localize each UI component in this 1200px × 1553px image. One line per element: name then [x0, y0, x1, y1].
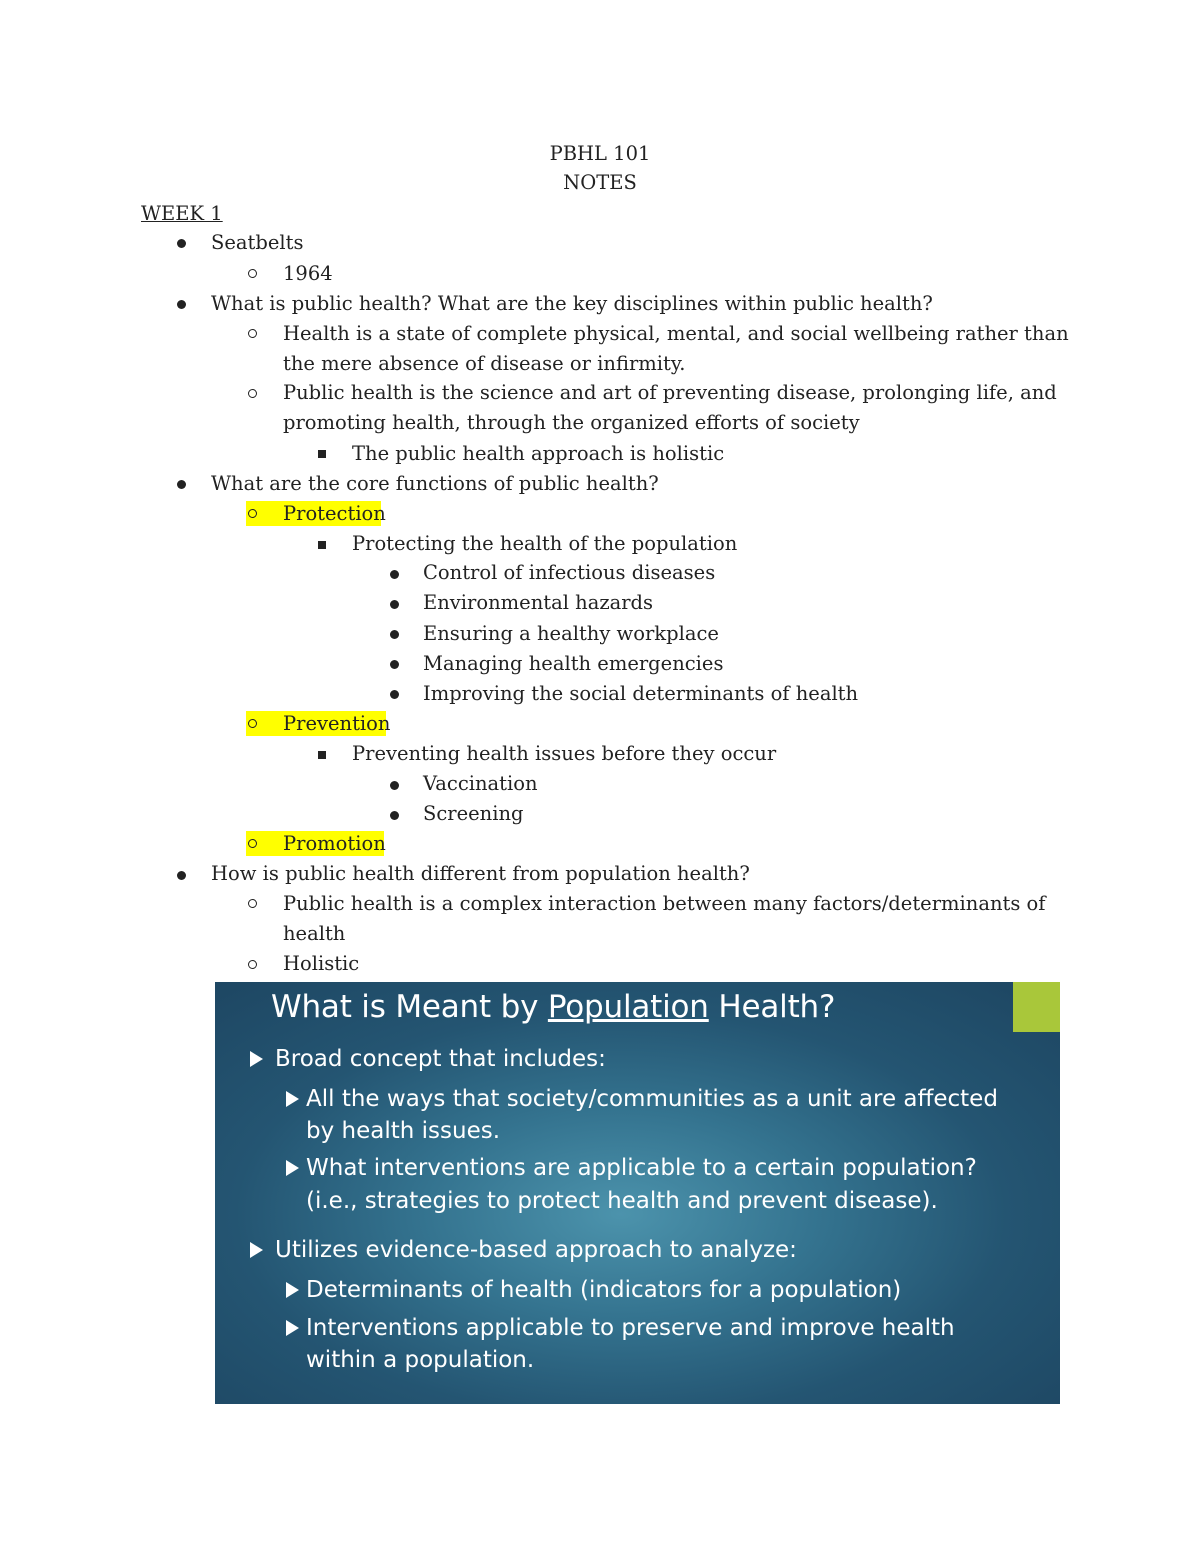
- list-item: The public health approach is holistic: [352, 442, 725, 465]
- list-item-continuation: promoting health, through the organized efforts of society: [283, 411, 860, 434]
- list-item: Protecting the health of the population: [352, 532, 738, 555]
- slide-subpoint: All the ways that society/communities as a unit are affected: [306, 1086, 998, 1112]
- list-item: Holistic: [283, 952, 360, 975]
- slide-subpoint: Determinants of health (indicators for a population): [306, 1277, 902, 1303]
- bullet-dot-icon: [390, 570, 399, 579]
- bullet-dot-icon: [177, 239, 186, 248]
- slide-arrow-icon: [286, 1160, 299, 1176]
- slide-arrow-icon: [250, 1051, 263, 1067]
- slide-arrow-icon: [286, 1091, 299, 1107]
- doc-subtitle: NOTES: [563, 171, 637, 194]
- bullet-square-icon: [318, 751, 326, 759]
- list-item: Managing health emergencies: [423, 652, 724, 675]
- slide-subpoint: What interventions are applicable to a certain population?: [306, 1155, 977, 1181]
- bullet-circle-icon: [248, 509, 257, 518]
- list-item: Public health is the science and art of preventing disease, prolonging life, and: [283, 381, 1057, 404]
- bullet-dot-icon: [177, 871, 186, 880]
- slide-arrow-icon: [286, 1282, 299, 1298]
- bullet-circle-icon: [248, 960, 257, 969]
- bullet-dot-icon: [177, 300, 186, 309]
- list-item: Seatbelts: [211, 231, 304, 254]
- slide-title: [271, 987, 835, 1027]
- bullet-circle-icon: [248, 269, 257, 278]
- bullet-circle-icon: [248, 329, 257, 338]
- list-item: Protection: [283, 502, 386, 525]
- bullet-dot-icon: [390, 690, 399, 699]
- slide-point: Broad concept that includes:: [275, 1046, 606, 1072]
- bullet-square-icon: [318, 450, 326, 458]
- slide-subpoint-continuation: by health issues.: [306, 1118, 501, 1144]
- list-item: Ensuring a healthy workplace: [423, 622, 719, 645]
- bullet-circle-icon: [248, 899, 257, 908]
- list-item: Promotion: [283, 832, 386, 855]
- bullet-dot-icon: [390, 660, 399, 669]
- slide-arrow-icon: [286, 1320, 299, 1336]
- slide-title-part: Health?: [708, 989, 836, 1025]
- slide-subpoint-continuation: within a population.: [306, 1347, 535, 1373]
- slide-accent-block: [1013, 982, 1060, 1032]
- slide-title-underlined: Population: [547, 989, 709, 1025]
- list-item: Screening: [423, 802, 524, 825]
- list-item: Improving the social determinants of health: [423, 682, 859, 705]
- doc-title: PBHL 101: [549, 142, 651, 165]
- list-item: Health is a state of complete physical, mental, and social wellbeing rather than: [283, 322, 1069, 345]
- week-heading: WEEK 1: [141, 202, 223, 225]
- list-item: Prevention: [283, 712, 391, 735]
- list-item-continuation: the mere absence of disease or infirmity.: [283, 352, 686, 375]
- slide-title-part: What is Meant by: [271, 989, 548, 1025]
- list-item: 1964: [283, 262, 333, 285]
- list-item: Preventing health issues before they occur: [352, 742, 777, 765]
- bullet-dot-icon: [390, 811, 399, 820]
- bullet-dot-icon: [177, 480, 186, 489]
- list-item: Public health is a complex interaction between many factors/determinants of: [283, 892, 1046, 915]
- bullet-circle-icon: [248, 719, 257, 728]
- slide-arrow-icon: [250, 1242, 263, 1258]
- list-item: What are the core functions of public health?: [211, 472, 659, 495]
- slide-point: Utilizes evidence-based approach to analyze:: [275, 1237, 797, 1263]
- bullet-circle-icon: [248, 389, 257, 398]
- list-item: Vaccination: [423, 772, 538, 795]
- bullet-dot-icon: [390, 600, 399, 609]
- bullet-circle-icon: [248, 839, 257, 848]
- bullet-square-icon: [318, 541, 326, 549]
- slide-image: [215, 982, 1060, 1404]
- list-item: What is public health? What are the key disciplines within public health?: [211, 292, 933, 315]
- list-item: How is public health different from population health?: [211, 862, 750, 885]
- bullet-dot-icon: [390, 781, 399, 790]
- bullet-dot-icon: [390, 630, 399, 639]
- list-item: Environmental hazards: [423, 591, 654, 614]
- list-item-continuation: health: [283, 922, 346, 945]
- slide-subpoint: Interventions applicable to preserve and improve health: [306, 1315, 955, 1341]
- list-item: Control of infectious diseases: [423, 561, 716, 584]
- slide-subpoint-continuation: (i.e., strategies to protect health and prevent disease).: [306, 1188, 938, 1214]
